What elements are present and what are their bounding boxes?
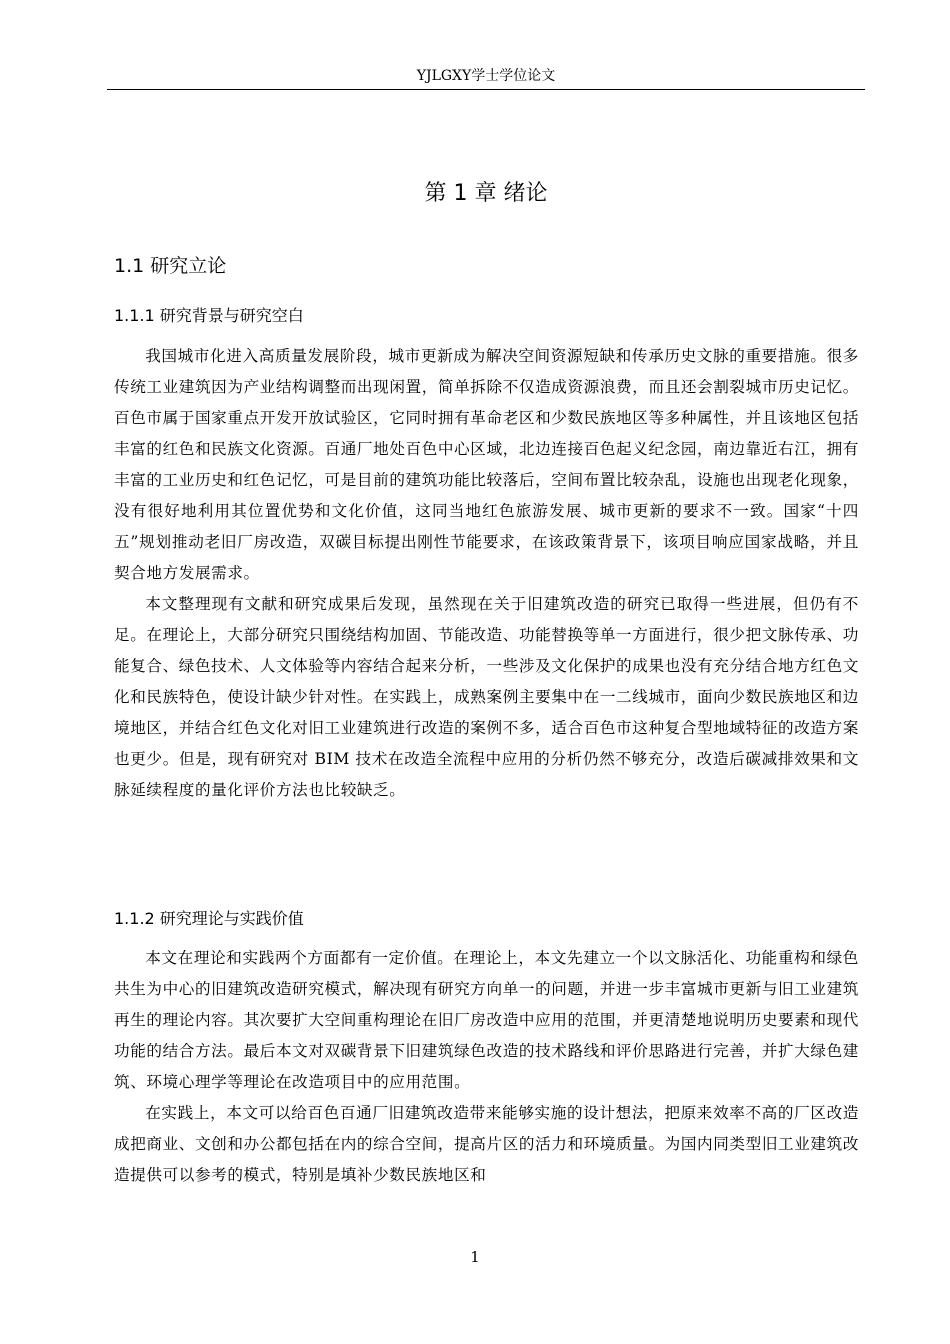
- chapter-title: 第 1 章 绪论: [424, 181, 548, 206]
- paragraph: 我国城市化进入高质量发展阶段，城市更新成为解决空间资源短缺和传承历史文脉的重要措施。很多传统工业建筑因为产业结构调整而出现闲置，简单拆除不仅造成资源浪费，而且还会割裂城市历史记忆。百色市属于国家重点开发开放试验区，它同时拥有革命老区和少数民族地区等多种属性，并且该地区包括丰富的红色和民族文化资源。百通厂地处百色中心区域，北边连接百色起义纪念园，南边靠近右江，拥有丰富的工业历史和红色记忆，可是目前的建筑功能比较落后，空间布置比较杂乱，设施也出现老化现象，没有很好地利用其位置优势和文化价值，这同当地红色旅游发展、城市更新的要求不一致。国家“十四五”规划推动老旧厂房改造，双碳目标提出刚性节能要求，在该政策背景下，该项目响应国家战略，并且契合地方发展需求。: [114, 347, 859, 582]
- page-number: 1: [470, 1248, 480, 1266]
- page-header: YJLGXY学士学位论文: [107, 66, 865, 90]
- paragraph: 在实践上，本文可以给百色百通厂旧建筑改造带来能够实施的设计想法，把原来效率不高的厂区改造成把商业、文创和办公都包括在内的综合空间，提高片区的活力和环境质量。为国内同类型旧工业建筑改造提供可以参考的模式，特别是填补少数民族地区和: [114, 1104, 859, 1184]
- section-heading: 1.1 研究立论: [114, 255, 227, 277]
- paragraph: 本文整理现有文献和研究成果后发现，虽然现在关于旧建筑改造的研究已取得一些进展，但仍有不足。在理论上，大部分研究只围绕结构加固、节能改造、功能替换等单一方面进行，很少把文脉传承、功能复合、绿色技术、人文体验等内容结合起来分析，一些涉及文化保护的成果也没有充分结合地方红色文化和民族特色，使设计缺少针对性。在实践上，成熟案例主要集中在一二线城市，面向少数民族地区和边境地区，并结合红色文化对旧工业建筑进行改造的案例不多，适合百色市这种复合型地域特征的改造方案也更少。但是，现有研究对 BIM 技术在改造全流程中应用的分析仍然不够充分，改造后碳减排效果和文脉延续程度的量化评价方法也比较缺乏。: [114, 595, 859, 799]
- paragraph: 本文在理论和实践两个方面都有一定价值。在理论上，本文先建立一个以文脉活化、功能重构和绿色共生为中心的旧建筑改造研究模式，解决现有研究方向单一的问题，并进一步丰富城市更新与旧工业建筑再生的理论内容。其次要扩大空间重构理论在旧厂房改造中应用的范围，并更清楚地说明历史要素和现代功能的结合方法。最后本文对双碳背景下旧建筑绿色改造的技术路线和评价思路进行完善，并扩大绿色建筑、环境心理学等理论在改造项目中的应用范围。: [114, 949, 859, 1091]
- subsection-heading-background: 1.1.1 研究背景与研究空白: [114, 306, 304, 325]
- subsection-body-background: [114, 341, 859, 806]
- subsection-heading-value: 1.1.2 研究理论与实践价值: [114, 909, 304, 928]
- subsection-body-value: [114, 943, 859, 1191]
